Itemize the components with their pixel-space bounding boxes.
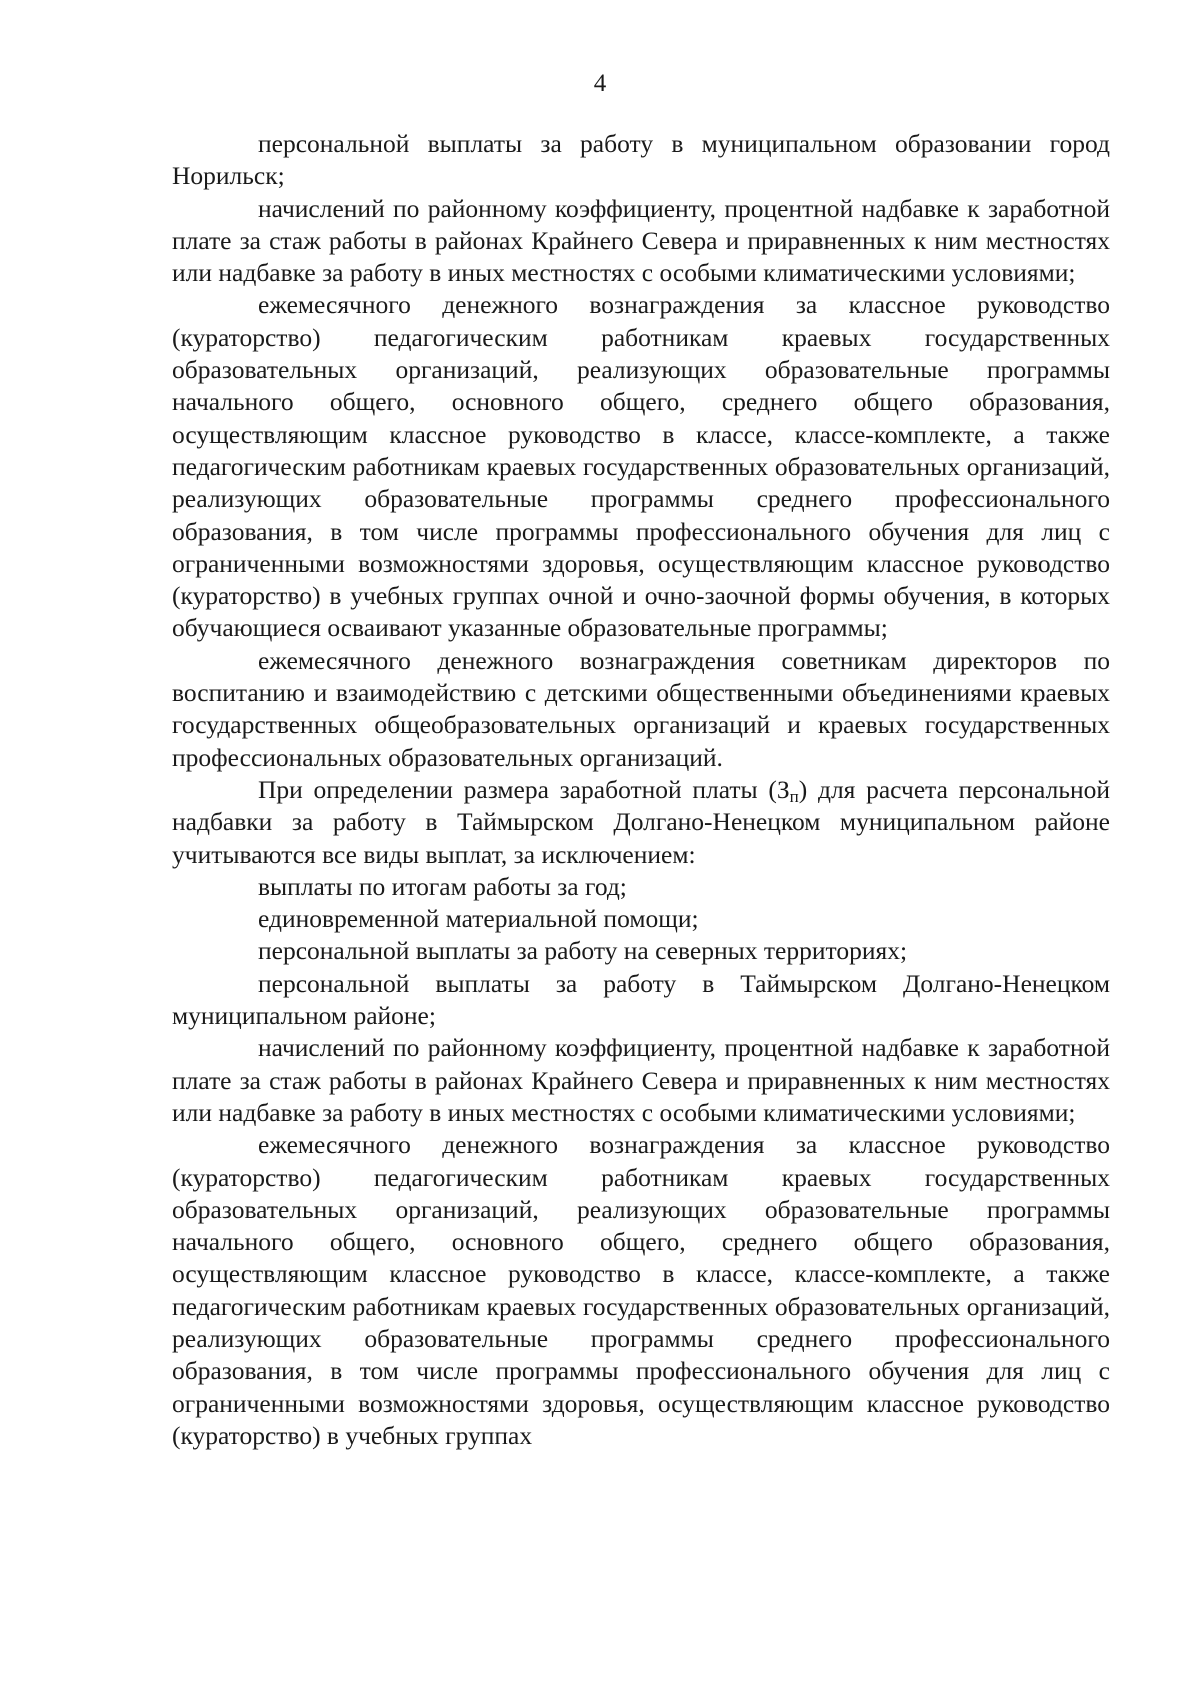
exclusion-item: персональной выплаты за работу на северных территориях; bbox=[258, 936, 908, 966]
paragraph-regional-coefficient: начислений по районному коэффициенту, процентной надбавке к заработной плате за стаж работы в районах Крайнего Севера и приравненных к ним местностях или надбавке за работу в иных местностях с особыми климатическими условиями; bbox=[172, 193, 1110, 288]
exclusion-item: начислений по районному коэффициенту, процентной надбавке к заработной плате за стаж работы в районах Крайнего Севера и приравненных к ним местностях или надбавке за работу в иных местностях с особыми климатическими условиями; bbox=[172, 1033, 1110, 1127]
calc-subscript: п bbox=[789, 786, 799, 806]
paragraph-norilsk-payment: персональной выплаты за работу в муниципальном образовании город Норильск; bbox=[172, 129, 1110, 191]
exclusion-item: выплаты по итогам работы за год; bbox=[258, 871, 627, 901]
paragraph-salary-calculation bbox=[172, 774, 1110, 871]
exclusion-item: ежемесячного денежного вознаграждения за классное руководство (кураторство) педагогическим работникам краевых государственных образовательных организаций, реализующих образовательные программы начального общего, основного общего, среднего общего образования, осуществляющим классное руководство в классе, классе-комплекте, а также педагогическим работникам краевых государственных образовательных организаций, реализующих образовательные программы среднего профессионального образования, в том числе программы профессионального обучения для лиц с ограниченными возможностями здоровья, осуществляющим классное руководство (кураторство) в учебных группах bbox=[172, 1130, 1110, 1450]
calc-text-before: При определении размера заработной платы (З bbox=[258, 774, 790, 804]
document-body bbox=[172, 128, 1110, 1452]
exclusion-item: единовременной материальной помощи; bbox=[258, 904, 699, 934]
page-number: 4 bbox=[593, 70, 607, 97]
paragraph-advisers-reward: ежемесячного денежного вознаграждения советникам директоров по воспитанию и взаимодействию с детскими общественными объединениями краевых государственных общеобразовательных организаций и краевых государственных профессиональных образовательных организаций. bbox=[172, 645, 1110, 772]
exclusion-item: персональной выплаты за работу в Таймырском Долгано-Ненецком муниципальном районе; bbox=[172, 968, 1110, 1031]
paragraph-class-guidance-reward: ежемесячного денежного вознаграждения за классное руководство (кураторство) педагогическим работникам краевых государственных образовательных организаций, реализующих образовательные программы начального общего, основного общего, среднего общего образования, осуществляющим классное руководство в классе, классе-комплекте, а также педагогическим работникам краевых государственных образовательных организаций, реализующих образовательные программы среднего профессионального образования, в том числе программы профессионального обучения для лиц с ограниченными возможностями здоровья, осуществляющим классное руководство (кураторство) в учебных группах очной и очно-заочной формы обучения, в которых обучающиеся осваивают указанные образовательные программы; bbox=[172, 290, 1110, 643]
calc-text-after: ) для расчета персональной надбавки за работу в Таймырском Долгано-Ненецком муниципальном районе учитываются все виды выплат, за исключением: bbox=[172, 774, 1110, 869]
